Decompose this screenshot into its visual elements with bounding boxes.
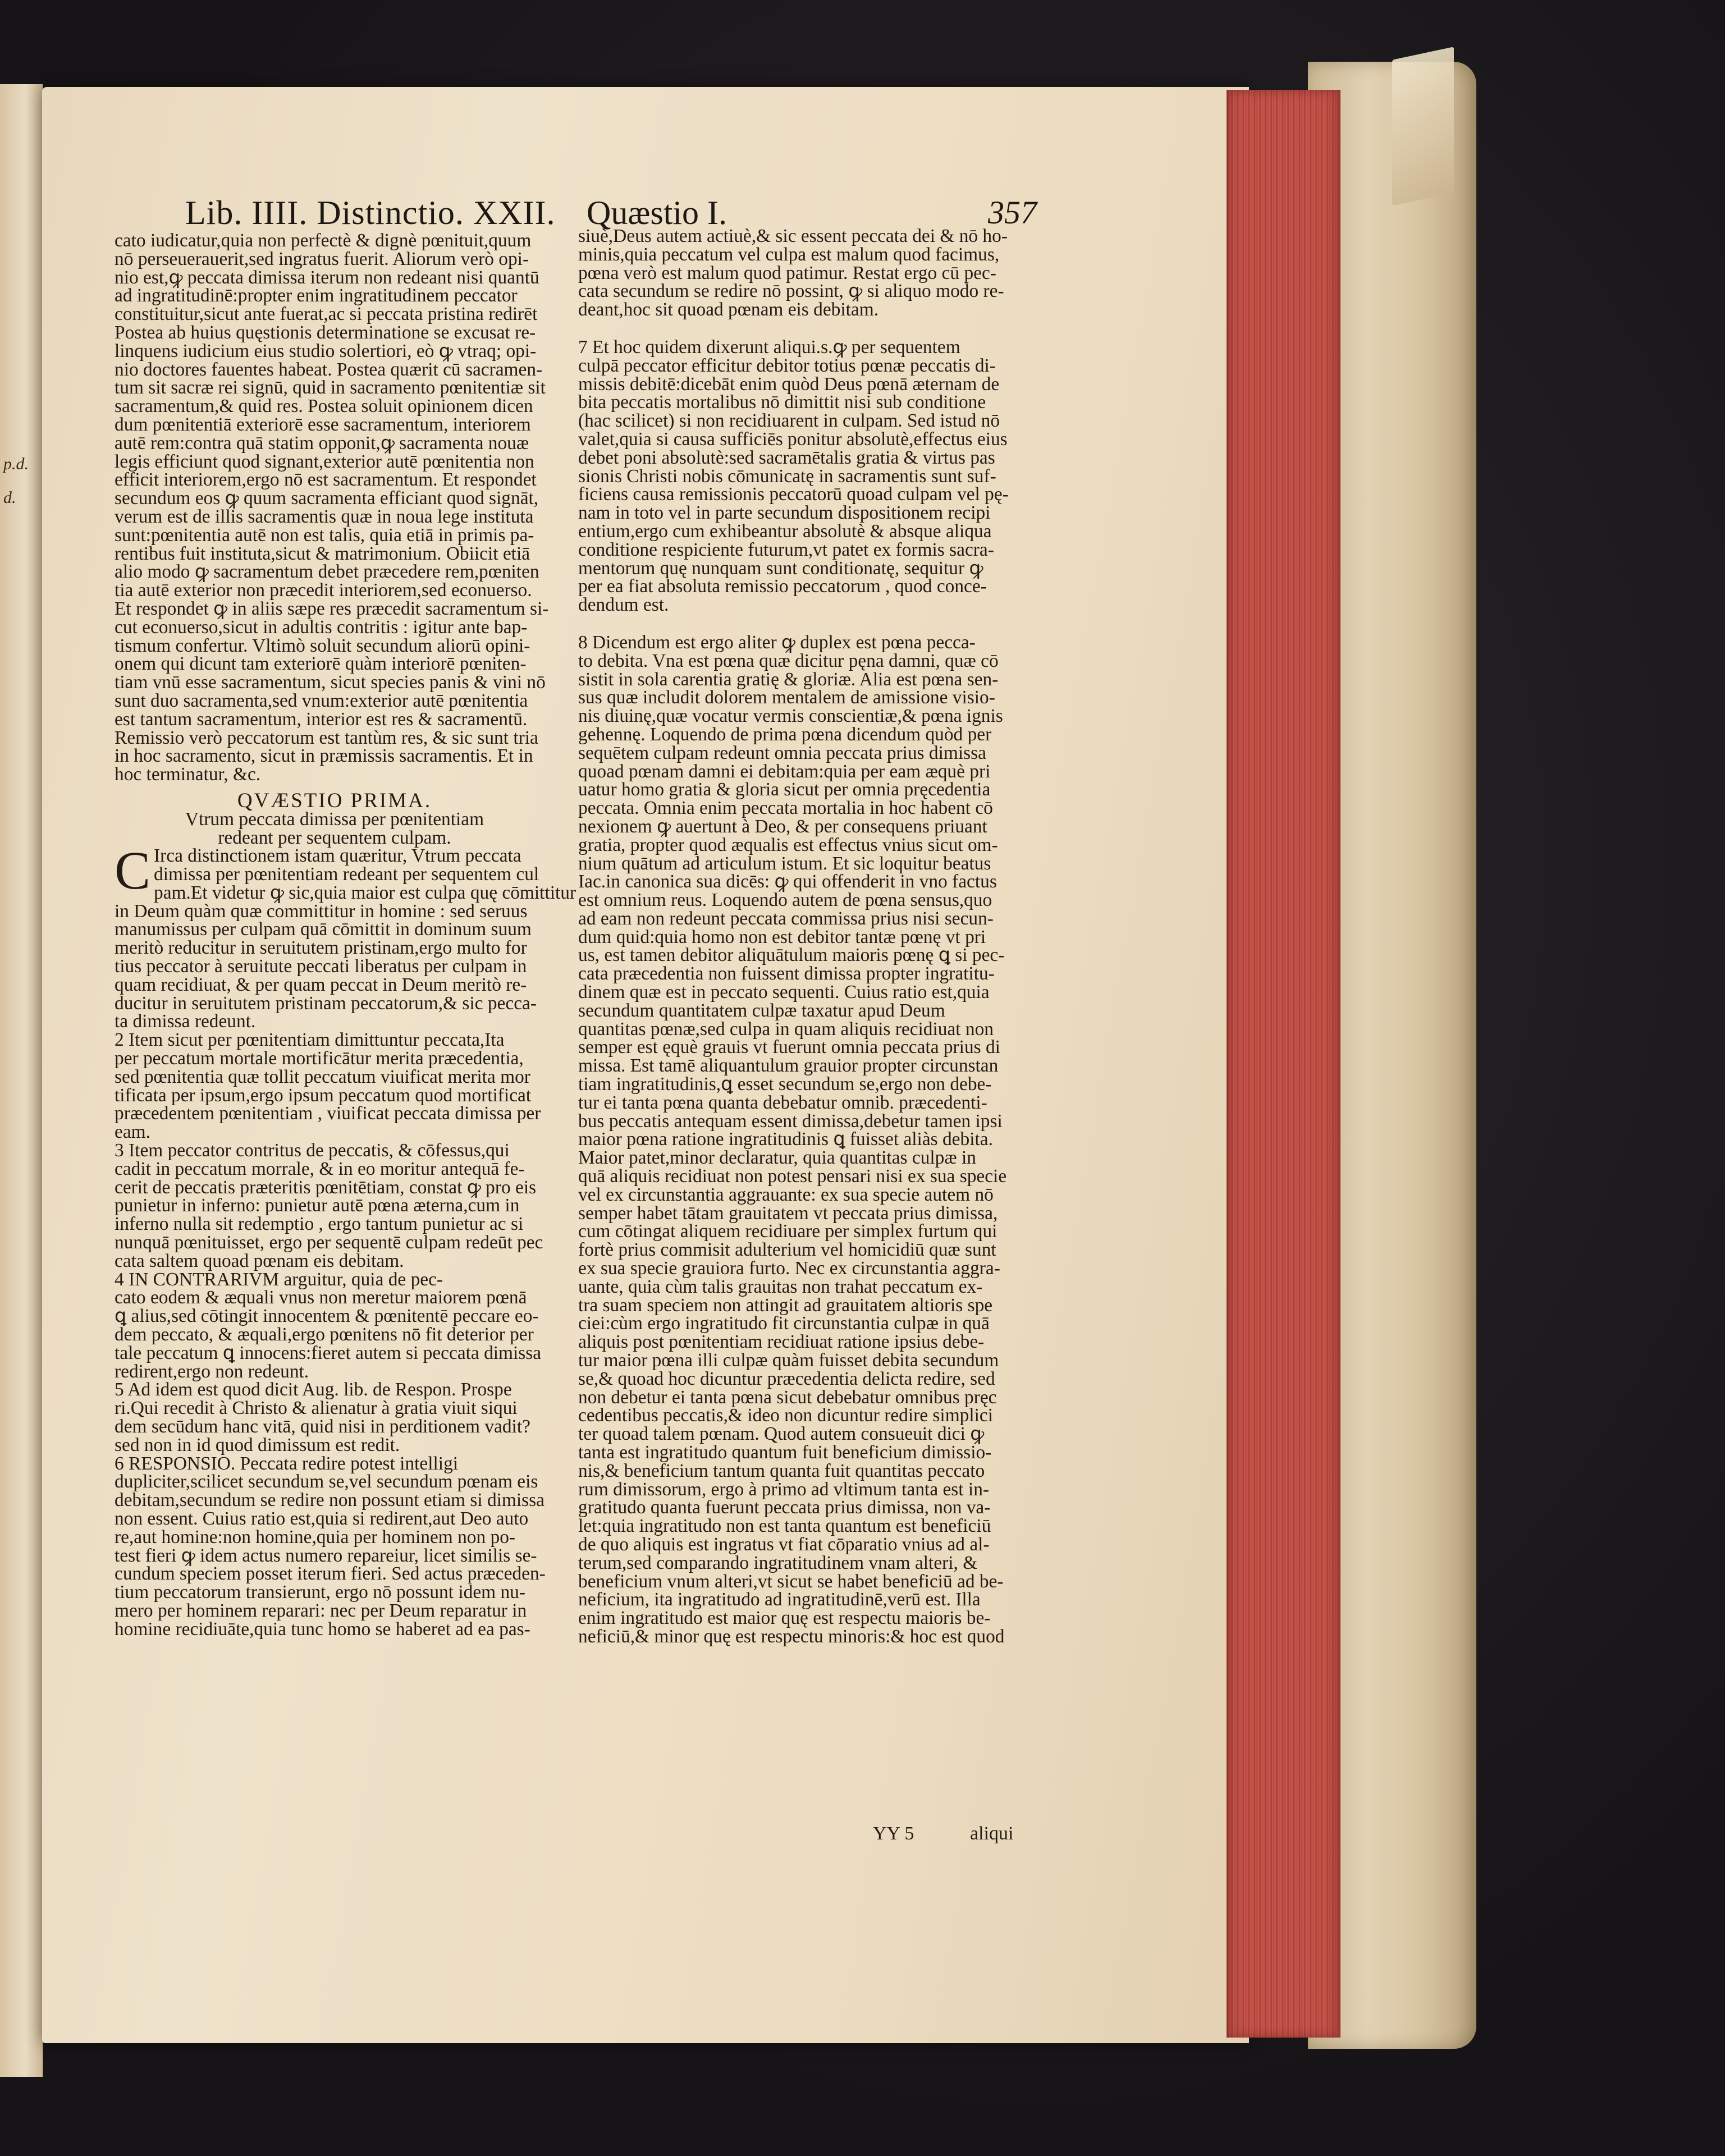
- text-line: mentorum quę nunquam sunt conditionatę, sequitur ꝙ: [578, 557, 983, 579]
- text-line: 6 RESPONSIO. Peccata redire potest intelligi: [115, 1453, 459, 1474]
- text-line: rum dimissorum, ergo à primo ad vltimum tanta est in-: [578, 1478, 990, 1500]
- text-line: us, est tamen debitor aliquātulum maioris pœnę ꝗ si pec-: [578, 945, 1005, 966]
- text-line: sunt:pœnitentia autē non est talis, quia etiā in primis pa-: [115, 524, 534, 546]
- text-line: gratia, propter quod æqualis est effectus vnius sicut om-: [578, 834, 998, 855]
- text-line: nō perseuerauerit,sed ingratus fuerit. Aliorum verò opi-: [115, 248, 529, 269]
- text-line: Iac.in canonica sua dicēs: ꝙ qui offenderit in vno factus: [578, 871, 997, 892]
- text-line: 3 Item peccator contritus de peccatis, & cōfessus,qui: [115, 1140, 510, 1161]
- text-line: dupliciter,scilicet secundum se,vel secundum pœnam eis: [115, 1471, 538, 1493]
- text-line: to debita. Vna est pœna quæ dicitur pęna damni, quæ cō: [578, 650, 999, 671]
- text-line: sed non in id quod dimissum est redit.: [115, 1434, 400, 1455]
- text-line: nis,& beneficium tantum quanta fuit quantitas peccato: [578, 1460, 985, 1481]
- question-subtitle: [115, 808, 555, 848]
- text-line: redirent,ergo non redeunt.: [115, 1361, 309, 1382]
- text-line: cum cōtingat aliquem recidiuare per simplex furtum qui: [578, 1221, 998, 1242]
- text-line: tificata per ipsum,ergo ipsum peccatum quod mortificat: [115, 1084, 532, 1106]
- text-line: 5 Ad idem est quod dicit Aug. lib. de Respon. Prospe: [115, 1379, 512, 1400]
- text-line: uante, quia cùm talis grauitas non trahat peccatum ex-: [578, 1276, 983, 1297]
- text-line: nio est,ꝙ peccata dimissa iterum non redeant nisi quantū: [115, 267, 539, 288]
- paragraph: [115, 840, 576, 1640]
- text-line: nexionem ꝙ auertunt à Deo, & per consequens priuant: [578, 816, 987, 837]
- text-line: culpā peccator efficitur debitor totius pœnæ peccatis di-: [578, 355, 996, 376]
- text-line: meritò reducitur in seruitutem pristinam,ergo multo for: [115, 937, 527, 959]
- paragraph: [578, 631, 1022, 1647]
- paragraph-lines: [115, 840, 576, 1640]
- text-line: sacramentum,& quid res. Postea soluit opinionem dicen: [115, 396, 533, 417]
- running-head-book: Lib. IIII. Distinctio. XXII.: [185, 194, 556, 231]
- text-line: missis debitē:dicebāt enim quòd Deus pœnā æternam de: [578, 373, 1000, 395]
- text-line: cata secundum se redire nō possint, ꝙ si aliquo modo re-: [578, 281, 1004, 302]
- text-line: rentibus fuit instituta,sicut & matrimonium. Obiicit etiā: [115, 543, 530, 564]
- text-line: quam recidiuat, & per quam peccat in Deum meritò re-: [115, 974, 527, 995]
- text-line: nio doctores fauentes habeat. Postea quærit cū sacramen-: [115, 359, 543, 380]
- catchword: aliqui: [970, 1823, 1014, 1844]
- text-line: quā aliquis recidiuat non potest pensari nisi ex sua specie: [578, 1166, 1007, 1187]
- text-line: cata saltem quoad pœnam eis debitam.: [115, 1250, 404, 1271]
- text-line: debet poni absolutè:sed sacramētalis gratia & virtus pas: [578, 447, 995, 468]
- text-line: cato eodem & æquali vnus non meretur maiorem pœnā: [115, 1287, 527, 1308]
- signature-mark: YY 5: [873, 1823, 914, 1844]
- text-line: legis efficiunt quod signant,exterior autē pœnitentia non: [115, 451, 534, 472]
- text-line: beneficium vnum alteri,vt sicut se habet beneficiū ad be-: [578, 1571, 1004, 1592]
- text-line: præcedentem pœnitentiam , viuificat peccata dimissa per: [115, 1103, 541, 1124]
- text-line: sed pœnitentia quæ tollit peccatum viuificat merita mor: [115, 1066, 530, 1087]
- text-line: 4 IN CONTRARIVM arguitur, quia de pec-: [115, 1269, 443, 1290]
- text-line: verum est de illis sacramentis quæ in noua lege instituta: [115, 506, 534, 527]
- text-line: Et respondet ꝙ in aliis sæpe res præcedit sacramentum si-: [115, 598, 549, 619]
- text-line: sunt duo sacramenta,sed vnum:exterior autē pœnitentia: [115, 690, 528, 711]
- text-line: nis diuinę,quæ vocatur vermis conscientiæ,& pœna ignis: [578, 706, 1003, 727]
- text-line: pam.Et videtur ꝙ sic,quia maior est culpa quę cōmittitur: [154, 882, 576, 903]
- text-line: homine recidiuāte,quia tunc homo se haberet ad ea pas-: [115, 1618, 530, 1640]
- text-line: deant,hoc sit quoad pœnam eis debitam.: [578, 299, 879, 321]
- text-line: onem qui dicunt tam exteriorē quàm interiorē pœniten-: [115, 653, 527, 675]
- text-line: debitam,secundum se redire non possunt etiam si dimissa: [115, 1490, 545, 1511]
- text-line: ad ingratitudinē:propter enim ingratitudinem peccator: [115, 285, 518, 306]
- text-line: ter quoad talem pœnam. Quod autem consueuit dici ꝙ: [578, 1423, 985, 1445]
- text-line: Maior patet,minor declaratur, quia quantitas culpæ in: [578, 1147, 976, 1169]
- text-line: nunquā pœnituisset, ergo per sequentē culpam redeūt pec: [115, 1232, 543, 1253]
- text-line: autē rem:contra quā statim opponit,ꝙ sacramenta nouæ: [115, 432, 529, 454]
- text-line: ꝗ alius,sed cōtingit innocentem & pœnitentē peccare eo-: [115, 1306, 539, 1327]
- text-line: dendum est.: [578, 594, 669, 616]
- paragraph: [578, 227, 1022, 319]
- text-line: tiam ingratitudinis,ꝗ esset secundum se,ergo non debe-: [578, 1074, 992, 1095]
- text-line: semper est ęquè grauis vt fuerunt omnia peccata prius di: [578, 1037, 1000, 1058]
- text-line: quoad pœnam damni ei debitam:quia per eam æquè pri: [578, 761, 991, 782]
- text-line: maior pœna ratione ingratitudinis ꝗ fuisset aliàs debita.: [578, 1129, 993, 1150]
- text-line: conditione respiciente futurum,vt patet ex formis sacra-: [578, 539, 994, 560]
- facing-page-edge: [0, 84, 43, 2077]
- cover-fold: [1392, 47, 1454, 205]
- text-line: tium peccatorum transierunt, ergo nō possunt idem nu-: [115, 1582, 525, 1603]
- text-line: pœna verò est malum quod patimur. Restat ergo cū pec-: [578, 262, 996, 283]
- text-line: dem peccato, & æquali,ergo pœnitens nō fit deterior per: [115, 1324, 534, 1345]
- margin-note: p.d.: [3, 455, 29, 473]
- text-line: nam in toto vel in parte secundum dispositionem recipi: [578, 502, 991, 524]
- text-line: ciei:cùm ergo ingratitudo fit circunstantia culpæ in quā: [578, 1313, 990, 1334]
- text-line: Irca distinctionem istam quæritur, Vtrum peccata: [154, 845, 521, 867]
- text-line: non essent. Cuius ratio est,quia si redirent,aut Deo auto: [115, 1508, 529, 1529]
- text-line: test fieri ꝙ idem actus numero repareiur, licet similis se-: [115, 1545, 537, 1566]
- text-line: tiam vnū esse sacramentum, sicut species panis & vini nō: [115, 672, 546, 693]
- text-line: tanta est ingratitudo quantum fuit beneficium dimissio-: [578, 1442, 992, 1463]
- text-line: per ea fiat absoluta remissio peccatorum , quod conce-: [578, 576, 987, 597]
- text-line: cerit de peccatis præteritis pœnitētiam, constat ꝙ pro eis: [115, 1177, 537, 1198]
- text-line: ficiens causa remissionis peccatorū quoad culpam vel pę-: [578, 484, 1009, 505]
- text-line: mero per hominem reparari: nec per Deum reparatur in: [115, 1600, 527, 1621]
- text-line: dinem quæ est in peccato sequenti. Cuius ratio est,quia: [578, 982, 990, 1003]
- text-line: aliquis post pœnitentiam recidiuat ratione ipsius debe-: [578, 1331, 985, 1353]
- paragraph: [115, 232, 555, 784]
- text-line: tum sit sacræ rei signū, quid in sacramento pœnitentiæ sit: [115, 377, 546, 399]
- text-line: cut econuerso,sicut in adultis contritis : igitur ante bap-: [115, 616, 528, 638]
- text-line: eam.: [115, 1122, 150, 1143]
- text-line: se,& quoad hoc dicuntur præcedentia delicta redire, sed: [578, 1368, 995, 1389]
- drop-cap: C: [115, 840, 151, 901]
- text-line: quantitas pœnæ,sed culpa in quam aliquis recidiuat non: [578, 1018, 994, 1040]
- text-line: non debetur ei tanta pœna sicut debebatur omnibus pręc: [578, 1386, 997, 1408]
- text-line: manumissus per culpam quā cōmittit in dominum suum: [115, 919, 532, 940]
- text-line: tra suam speciem non attingit ad grauitatem altioris spe: [578, 1294, 993, 1316]
- text-line: ex sua specie grauiora furto. Nec ex circunstantia aggra-: [578, 1258, 1000, 1279]
- text-line: re,aut homine:non homine,quia per hominem non po-: [115, 1526, 516, 1548]
- text-line: peccata. Omnia enim peccata mortalia in hoc habent cō: [578, 798, 993, 819]
- text-line: cadit in peccatum morrale, & in eo moritur antequā fe-: [115, 1158, 525, 1179]
- text-line: gehennę. Loquendo de prima pœna dicendum quòd per: [578, 724, 992, 745]
- text-line: dimissa per pœnitentiam redeant per sequentem cul: [154, 864, 539, 885]
- text-line: per peccatum mortale mortificātur merita præcedentia,: [115, 1048, 524, 1069]
- text-line: tius peccator à seruitute peccati liberatus per culpam in: [115, 956, 527, 977]
- text-line: entium,ergo cum exhibeantur absolutè & absque aliqua: [578, 520, 992, 542]
- text-line: punietur in inferno: punietur autē pœna æterna,cum in: [115, 1195, 520, 1216]
- page-number: 357: [988, 194, 1037, 231]
- left-text-column: [115, 230, 576, 1640]
- text-line: est tantum sacramentum, interior est res & sacramentū.: [115, 708, 528, 730]
- text-line: vel ex circunstantia aggrauante: ex sua specie autem nō: [578, 1184, 994, 1205]
- text-line: neficium, ita ingratitudo ad ingratitudinē,verū est. Illa: [578, 1589, 981, 1610]
- text-line: tur maior pœna illi culpæ quàm fuisset debita secundum: [578, 1350, 999, 1371]
- text-line: valet,quia si causa sufficiēs ponitur absolutè,effectus eius: [578, 428, 1008, 450]
- text-line: in Deum quàm quæ committitur in homine : sed seruus: [115, 900, 528, 922]
- text-line: bus peccatis antequam essent dimissa,debetur tamen ipsi: [578, 1110, 1003, 1132]
- text-line: let:quia ingratitudo non est tanta quantum est beneficiū: [578, 1516, 991, 1537]
- text-line: Remissio verò peccatorum est tantùm res, & sic sunt tria: [115, 727, 538, 748]
- text-line: fortè prius commisit adulterium vel homicidiū quæ sunt: [578, 1239, 996, 1261]
- text-line: tur ei tanta pœna quanta debebatur omnib. præcedenti-: [578, 1092, 987, 1113]
- text-line: alio modo ꝙ sacramentum debet præcedere rem,pœniten: [115, 561, 539, 583]
- text-line: gratitudo quanta fuerunt peccata prius dimissa, non va-: [578, 1497, 991, 1518]
- right-text-column: [578, 227, 1022, 1646]
- text-line: tia autē exterior non præcedit interiorem,sed econuerso.: [115, 580, 532, 601]
- text-line: de quo aliquis est ingratus vt fiat cōparatio vnius ad al-: [578, 1534, 990, 1555]
- text-line: hoc terminatur, &c.: [115, 764, 261, 785]
- text-line: nium quātum ad articulum istum. Et sic loquitur beatus: [578, 853, 991, 874]
- text-line: missa. Est tamē aliquantulum grauior propter circunstan: [578, 1055, 999, 1077]
- text-line: terum,sed comparando ingratitudinem vnam alteri, &: [578, 1552, 978, 1573]
- text-line: cato iudicatur,quia non perfectè & dignè pœnituit,quum: [115, 230, 532, 251]
- text-line: secundum eos ꝙ quum sacramenta efficiant quod signāt,: [115, 488, 539, 509]
- text-line: sionis Christi nobis cōmunicatę in sacramentis sunt suf-: [578, 465, 996, 487]
- text-line: ad eam non redeunt peccata commissa prius nisi secun-: [578, 908, 994, 929]
- text-line: uatur homo gratia & gloria sicut per omnia pręcedentia: [578, 779, 991, 800]
- text-line: inferno nulla sit redemptio , ergo tantum punietur ac si: [115, 1214, 524, 1235]
- text-line: cedentibus peccatis,& ideo non dicuntur redire simplici: [578, 1405, 994, 1426]
- text-line: minis,quia peccatum vel culpa est malum quod facimus,: [578, 244, 1000, 265]
- text-line: (hac scilicet) si non recidiuarent in culpam. Sed istud nō: [578, 410, 1000, 432]
- text-line: dum pœnitentiā exteriorē esse sacramentum, interiorem: [115, 414, 531, 435]
- text-line: sistit in sola carentia gratię & gloriæ. Alia est pœna sen-: [578, 669, 999, 690]
- question-title: QVÆSTIO PRIMA.: [237, 789, 432, 812]
- running-head-question: Quæstio I.: [587, 194, 727, 231]
- text-line: cata præcedentia non fuissent dimissa propter ingratitu-: [578, 963, 995, 985]
- red-page-edges: [1227, 90, 1340, 2038]
- text-line: constituitur,sicut ante fuerat,ac si peccata pristina redirēt: [115, 304, 538, 325]
- text-line: 8 Dicendum est ergo aliter ꝙ duplex est pœna pecca-: [578, 631, 976, 653]
- text-line: tale peccatum ꝗ innocens:fieret autem si peccata dimissa: [115, 1342, 542, 1363]
- text-line: linquens iudicium eius studio solertiori, eò ꝙ vtraq; opi-: [115, 340, 537, 361]
- text-line: enim ingratitudo est maior quę est respectu maioris be-: [578, 1608, 991, 1629]
- paragraph: [578, 338, 1022, 615]
- text-line: est omnium reus. Loquendo autem de pœna sensus,quo: [578, 890, 992, 911]
- text-line: 2 Item sicut per pœnitentiam dimittuntur peccata,Ita: [115, 1029, 505, 1051]
- text-line: sus quæ includit dolorem mentalem de amissione visio-: [578, 687, 995, 708]
- text-line: secundum quantitatem culpæ taxatur apud Deum: [578, 1000, 945, 1021]
- text-line: 7 Et hoc quidem dixerunt aliqui.s.ꝙ per sequentem: [578, 336, 960, 358]
- text-line: ducitur in seruitutem pristinam peccatorum,& sic pecca-: [115, 992, 537, 1014]
- text-line: cundum speciem posset iterum fieri. Sed actus præceden-: [115, 1563, 546, 1585]
- text-line: redeant per sequentem culpam.: [218, 827, 451, 848]
- text-line: efficit interiorem,ergo nō est sacramentum. Et respondet: [115, 469, 537, 491]
- text-line: semper habet tātam grauitatem vt peccata prius dimissa,: [578, 1202, 998, 1224]
- text-line: tismum confertur. Vltimò soluit secundum aliorū opini-: [115, 635, 530, 656]
- text-line: bita peccatis mortalibus nō dimittit nisi sub conditione: [578, 392, 986, 413]
- text-line: dem secūdum hanc vitā, quid nisi in perditionem vadit?: [115, 1416, 530, 1437]
- text-line: sequētem culpam redeunt omnia peccata prius dimissa: [578, 742, 986, 763]
- text-line: ta dimissa redeunt.: [115, 1011, 256, 1032]
- text-line: in hoc sacramento, sicut in præmissis sacramentis. Et in: [115, 745, 533, 767]
- text-line: Vtrum peccata dimissa per pœnitentiam: [185, 808, 484, 830]
- text-line: ri.Qui recedit à Christo & alienatur à gratia viuit siqui: [115, 1398, 518, 1419]
- text-line: dum quid:quia homo non est debitor tantæ pœnę vt pri: [578, 926, 986, 947]
- margin-note: d.: [3, 488, 16, 507]
- text-line: Postea ab huius quęstionis determinatione se excusat re-: [115, 322, 536, 343]
- text-line: siuè,Deus autem actiuè,& sic essent peccata dei & nō ho-: [578, 226, 1008, 246]
- text-line: neficiū,& minor quę est respectu minoris:& hoc est quod: [578, 1626, 1005, 1647]
